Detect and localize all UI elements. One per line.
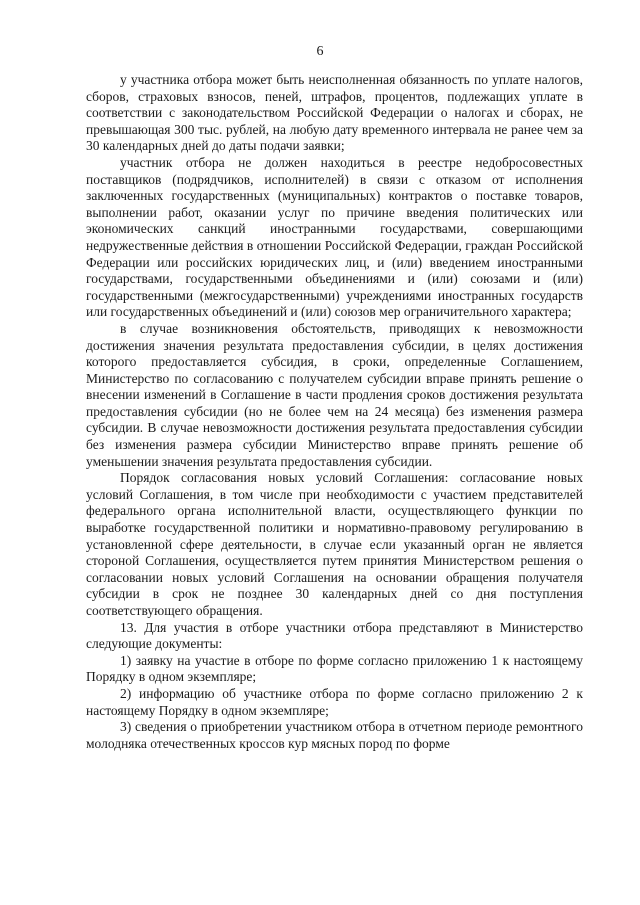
page-number: 6 <box>316 44 324 59</box>
paragraph-registry-requirement: участник отбора не должен находиться в реестре недобросовестных поставщиков (подрядчиков, исполнителей) в связи с отказом от исполнения заключенных государственных (муниципальных) контрактов о поставке товаров, выполнении работ, оказании услуг по причине введения политических или экономических санкций иностранными государствами, совершающими недружественные действия в отношении Российской Федерации, граждан Российской Федерации или российских юридических лиц, и (или) введением иностранными государствами, государственными объединениями и (или) союзами и (или) государственными (межгосударственными) учреждениями иностранных государств или государственных объединений и (или) союзов мер ограничительного характера; <box>86 154 583 320</box>
paragraph-doc-1: 1) заявку на участие в отборе по форме согласно приложению 1 к настоящему Порядку в одном экземпляре; <box>86 652 583 685</box>
paragraph-agreement-procedure: Порядок согласования новых условий Соглашения: согласование новых условий Соглашения, в том числе при необходимости с участием представителей федерального органа исполнительной власти, осуществляющего функции по выработке государственной политики и нормативно-правовому регулированию в установленной сфере деятельности, в случае если указанный орган не является стороной Соглашения, осуществляется путем принятия Министерством решения о согласовании новых условий Соглашения на основании обращения получателя субсидии в срок не позднее 30 календарных дней со дня поступления соответствующего обращения. <box>86 470 583 618</box>
paragraph-result-adjustment: в случае возникновения обстоятельств, приводящих к невозможности достижения значения результата предоставления субсидии, в целях достижения которого предоставляется субсидия, в сроки, определенные Соглашением, Министерство по согласованию с получателем субсидии вправе принять решение о внесении изменений в Соглашение в части продления сроков достижения результата предоставления субсидии (но не более чем на 24 месяца) без изменения размера субсидии. В случае невозможности достижения результата предоставления субсидии без изменения размера субсидии Министерство вправе принять решение об уменьшении значения результата предоставления субсидии. <box>86 320 583 469</box>
document-body <box>86 72 583 752</box>
paragraph-doc-3: 3) сведения о приобретении участником отбора в отчетном периоде ремонтного молодняка отечественных кроссов кур мясных пород по форме <box>86 719 583 751</box>
paragraph-item-13: 13. Для участия в отборе участники отбора представляют в Министерство следующие документы: <box>86 619 583 652</box>
paragraph-tax-debt: у участника отбора может быть неисполненная обязанность по уплате налогов, сборов, страховых взносов, пеней, штрафов, процентов, подлежащих уплате в соответствии с законодательством Российской Федерации о налогах и сборах, не превышающая 300 тыс. рублей, на любую дату временного интервала не ранее чем за 30 календарных дней до даты подачи заявки; <box>86 72 583 154</box>
paragraph-doc-2: 2) информацию об участнике отбора по форме согласно приложению 2 к настоящему Порядку в одном экземпляре; <box>86 685 583 718</box>
